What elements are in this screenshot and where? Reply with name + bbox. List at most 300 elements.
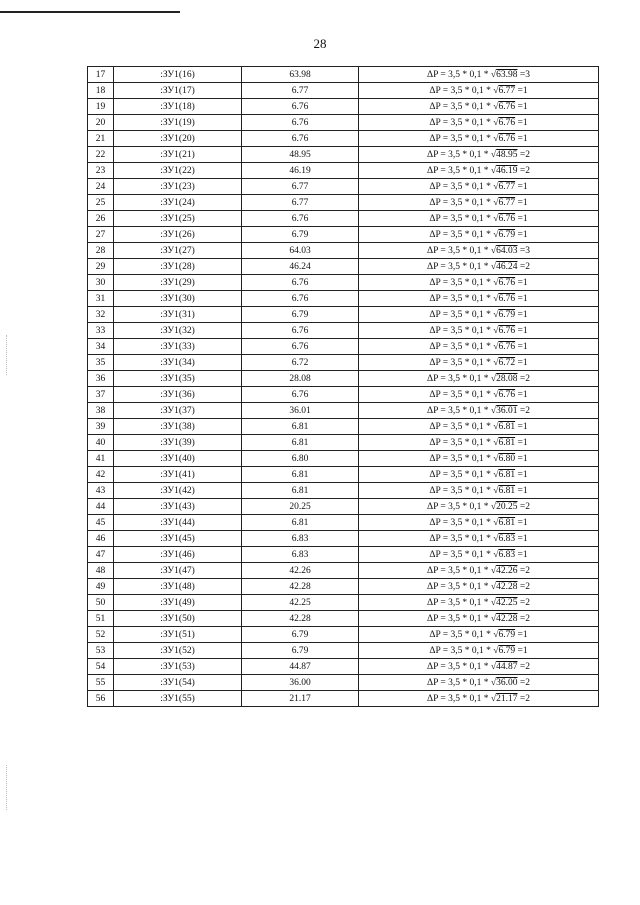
value-cell: 36.00	[242, 675, 359, 691]
node-name-cell: :ЗУ1(31)	[114, 307, 242, 323]
formula-equals: =	[517, 613, 526, 624]
node-name-cell: :ЗУ1(46)	[114, 547, 242, 563]
formula-value: 6.76	[498, 293, 516, 304]
table-row	[88, 307, 599, 323]
formula-cell	[359, 627, 599, 643]
table-row	[88, 627, 599, 643]
node-name-cell: :ЗУ1(30)	[114, 291, 242, 307]
formula-cell	[359, 579, 599, 595]
formula-value: 6.79	[498, 629, 516, 640]
table-row	[88, 499, 599, 515]
formula-result: 2	[525, 501, 530, 512]
row-number-cell: 30	[88, 275, 114, 291]
formula-prefix: ΔP = 3,5 * 0,1 * √	[429, 437, 499, 448]
formula-equals: =	[517, 405, 526, 416]
row-number-cell: 51	[88, 611, 114, 627]
formula-result: 1	[522, 293, 528, 304]
value-cell: 42.28	[242, 611, 359, 627]
formula-value: 6.77	[498, 85, 516, 96]
formula-equals: =	[515, 437, 523, 448]
row-number-cell: 26	[88, 211, 114, 227]
row-number-cell: 36	[88, 371, 114, 387]
formula-value: 6.76	[498, 133, 516, 144]
formula-prefix: ΔP = 3,5 * 0,1 * √	[429, 517, 499, 528]
table-row	[88, 163, 599, 179]
node-name-cell: :ЗУ1(18)	[114, 99, 242, 115]
formula-cell	[359, 595, 599, 611]
table-row	[88, 387, 599, 403]
formula-cell	[359, 387, 599, 403]
table-row	[88, 451, 599, 467]
formula-equals: =	[515, 341, 523, 352]
node-name-cell: :ЗУ1(21)	[114, 147, 242, 163]
formula-value: 6.76	[498, 325, 516, 336]
row-number-cell: 22	[88, 147, 114, 163]
value-cell: 42.28	[242, 579, 359, 595]
formula-prefix: ΔP = 3,5 * 0,1 * √	[427, 597, 497, 608]
formula-result: 1	[522, 469, 528, 480]
table-row	[88, 99, 599, 115]
row-number-cell: 25	[88, 195, 114, 211]
formula-value: 6.80	[498, 453, 516, 464]
formula-cell	[359, 499, 599, 515]
table-row	[88, 243, 599, 259]
node-name-cell: :ЗУ1(28)	[114, 259, 242, 275]
formula-prefix: ΔP = 3,5 * 0,1 * √	[427, 261, 497, 272]
formula-value: 42.25	[496, 597, 518, 608]
formula-value: 46.19	[496, 165, 518, 176]
formula-result: 1	[522, 453, 528, 464]
table-row	[88, 371, 599, 387]
node-name-cell: :ЗУ1(20)	[114, 131, 242, 147]
table-row	[88, 579, 599, 595]
value-cell: 6.83	[242, 547, 359, 563]
node-name-cell: :ЗУ1(27)	[114, 243, 242, 259]
value-cell: 42.26	[242, 563, 359, 579]
formula-prefix: ΔP = 3,5 * 0,1 * √	[429, 181, 499, 192]
row-number-cell: 50	[88, 595, 114, 611]
formula-value: 6.77	[498, 197, 516, 208]
formula-cell	[359, 147, 599, 163]
formula-prefix: ΔP = 3,5 * 0,1 * √	[429, 133, 499, 144]
formula-equals: =	[515, 357, 523, 368]
node-name-cell: :ЗУ1(42)	[114, 483, 242, 499]
formula-result: 1	[522, 389, 528, 400]
formula-cell	[359, 675, 599, 691]
formula-equals: =	[515, 517, 523, 528]
table-row	[88, 483, 599, 499]
table-row	[88, 291, 599, 307]
formula-prefix: ΔP = 3,5 * 0,1 * √	[429, 485, 499, 496]
formula-value: 6.83	[498, 533, 516, 544]
node-name-cell: :ЗУ1(45)	[114, 531, 242, 547]
table-row	[88, 83, 599, 99]
formula-cell	[359, 275, 599, 291]
formula-value: 6.77	[498, 181, 516, 192]
row-number-cell: 32	[88, 307, 114, 323]
formula-equals: =	[517, 69, 526, 80]
row-number-cell: 52	[88, 627, 114, 643]
row-number-cell: 37	[88, 387, 114, 403]
table-row	[88, 195, 599, 211]
formula-cell	[359, 195, 599, 211]
formula-prefix: ΔP = 3,5 * 0,1 * √	[429, 453, 499, 464]
formula-value: 28.08	[496, 373, 518, 384]
node-name-cell: :ЗУ1(22)	[114, 163, 242, 179]
formula-equals: =	[515, 549, 523, 560]
formula-cell	[359, 451, 599, 467]
formula-value: 48.95	[496, 149, 518, 160]
node-name-cell: :ЗУ1(17)	[114, 83, 242, 99]
node-name-cell: :ЗУ1(52)	[114, 643, 242, 659]
formula-cell	[359, 227, 599, 243]
formula-cell	[359, 435, 599, 451]
formula-equals: =	[517, 165, 526, 176]
node-name-cell: :ЗУ1(48)	[114, 579, 242, 595]
formula-value: 64.03	[496, 245, 518, 256]
formula-result: 1	[522, 421, 528, 432]
formula-prefix: ΔP = 3,5 * 0,1 * √	[427, 405, 497, 416]
row-number-cell: 46	[88, 531, 114, 547]
node-name-cell: :ЗУ1(25)	[114, 211, 242, 227]
row-number-cell: 29	[88, 259, 114, 275]
row-number-cell: 44	[88, 499, 114, 515]
formula-prefix: ΔP = 3,5 * 0,1 * √	[429, 645, 499, 656]
row-number-cell: 54	[88, 659, 114, 675]
formula-equals: =	[515, 197, 523, 208]
formula-equals: =	[515, 325, 523, 336]
table-row	[88, 259, 599, 275]
value-cell: 6.80	[242, 451, 359, 467]
value-cell: 6.76	[242, 291, 359, 307]
row-number-cell: 56	[88, 691, 114, 707]
formula-result: 2	[525, 261, 530, 272]
value-cell: 6.72	[242, 355, 359, 371]
formula-cell	[359, 611, 599, 627]
value-cell: 6.76	[242, 99, 359, 115]
formula-result: 1	[522, 325, 528, 336]
formula-result: 1	[522, 437, 528, 448]
formula-prefix: ΔP = 3,5 * 0,1 * √	[429, 213, 499, 224]
node-name-cell: :ЗУ1(26)	[114, 227, 242, 243]
value-cell: 6.76	[242, 387, 359, 403]
row-number-cell: 38	[88, 403, 114, 419]
formula-equals: =	[515, 213, 523, 224]
formula-value: 6.79	[498, 229, 516, 240]
formula-cell	[359, 483, 599, 499]
value-cell: 6.81	[242, 483, 359, 499]
table-row	[88, 211, 599, 227]
formula-result: 1	[522, 629, 528, 640]
node-name-cell: :ЗУ1(38)	[114, 419, 242, 435]
formula-value: 6.76	[498, 277, 516, 288]
formula-value: 6.76	[498, 341, 516, 352]
table-row	[88, 179, 599, 195]
value-cell: 46.24	[242, 259, 359, 275]
value-cell: 44.87	[242, 659, 359, 675]
formula-cell	[359, 403, 599, 419]
table-row	[88, 691, 599, 707]
formula-value: 42.26	[496, 565, 518, 576]
row-number-cell: 28	[88, 243, 114, 259]
table-row	[88, 547, 599, 563]
value-cell: 6.76	[242, 275, 359, 291]
table-row	[88, 227, 599, 243]
formula-result: 1	[522, 357, 528, 368]
top-rule	[0, 11, 180, 13]
table-row	[88, 563, 599, 579]
node-name-cell: :ЗУ1(53)	[114, 659, 242, 675]
table-row	[88, 67, 599, 83]
row-number-cell: 41	[88, 451, 114, 467]
node-name-cell: :ЗУ1(34)	[114, 355, 242, 371]
formula-equals: =	[515, 85, 523, 96]
formula-result: 1	[522, 533, 528, 544]
formula-equals: =	[517, 677, 526, 688]
formula-result: 2	[525, 405, 530, 416]
value-cell: 6.81	[242, 435, 359, 451]
formula-equals: =	[517, 261, 526, 272]
formula-result: 1	[522, 309, 528, 320]
value-cell: 6.79	[242, 643, 359, 659]
node-name-cell: :ЗУ1(19)	[114, 115, 242, 131]
node-name-cell: :ЗУ1(35)	[114, 371, 242, 387]
formula-prefix: ΔP = 3,5 * 0,1 * √	[429, 421, 499, 432]
row-number-cell: 40	[88, 435, 114, 451]
node-name-cell: :ЗУ1(43)	[114, 499, 242, 515]
node-name-cell: :ЗУ1(54)	[114, 675, 242, 691]
formula-equals: =	[515, 485, 523, 496]
formula-value: 6.81	[498, 517, 516, 528]
formula-cell	[359, 467, 599, 483]
formula-equals: =	[517, 565, 526, 576]
formula-cell	[359, 163, 599, 179]
value-cell: 6.79	[242, 627, 359, 643]
formula-equals: =	[515, 229, 523, 240]
formula-result: 1	[522, 133, 528, 144]
formula-value: 36.01	[496, 405, 518, 416]
formula-prefix: ΔP = 3,5 * 0,1 * √	[427, 245, 497, 256]
formula-cell	[359, 659, 599, 675]
row-number-cell: 23	[88, 163, 114, 179]
value-cell: 36.01	[242, 403, 359, 419]
row-number-cell: 20	[88, 115, 114, 131]
formula-equals: =	[515, 117, 523, 128]
formula-equals: =	[517, 373, 526, 384]
table-body	[88, 67, 599, 707]
formula-equals: =	[517, 501, 526, 512]
row-number-cell: 45	[88, 515, 114, 531]
formula-value: 6.81	[498, 437, 516, 448]
formula-result: 1	[522, 101, 528, 112]
formula-prefix: ΔP = 3,5 * 0,1 * √	[429, 341, 499, 352]
value-cell: 6.76	[242, 323, 359, 339]
node-name-cell: :ЗУ1(36)	[114, 387, 242, 403]
formula-cell	[359, 419, 599, 435]
formula-equals: =	[515, 309, 523, 320]
formula-cell	[359, 99, 599, 115]
formula-value: 6.79	[498, 309, 516, 320]
value-cell: 6.79	[242, 227, 359, 243]
table-row	[88, 435, 599, 451]
formula-result: 1	[522, 485, 528, 496]
node-name-cell: :ЗУ1(37)	[114, 403, 242, 419]
table-row	[88, 355, 599, 371]
formula-equals: =	[515, 421, 523, 432]
formula-prefix: ΔP = 3,5 * 0,1 * √	[429, 229, 499, 240]
node-name-cell: :ЗУ1(51)	[114, 627, 242, 643]
value-cell: 6.77	[242, 195, 359, 211]
formula-equals: =	[515, 133, 523, 144]
value-cell: 6.76	[242, 339, 359, 355]
row-number-cell: 55	[88, 675, 114, 691]
formula-cell	[359, 307, 599, 323]
formula-prefix: ΔP = 3,5 * 0,1 * √	[427, 613, 497, 624]
row-number-cell: 34	[88, 339, 114, 355]
node-name-cell: :ЗУ1(29)	[114, 275, 242, 291]
table-row	[88, 595, 599, 611]
margin-mark	[6, 335, 15, 375]
value-cell: 28.08	[242, 371, 359, 387]
formula-result: 1	[522, 341, 528, 352]
row-number-cell: 18	[88, 83, 114, 99]
formula-prefix: ΔP = 3,5 * 0,1 * √	[429, 101, 499, 112]
formula-equals: =	[517, 581, 526, 592]
table-row	[88, 147, 599, 163]
table-row	[88, 419, 599, 435]
formula-result: 3	[525, 245, 530, 256]
formula-prefix: ΔP = 3,5 * 0,1 * √	[427, 69, 497, 80]
formula-cell	[359, 115, 599, 131]
formula-result: 1	[522, 517, 528, 528]
page-number: 28	[313, 36, 327, 51]
formula-prefix: ΔP = 3,5 * 0,1 * √	[429, 277, 499, 288]
row-number-cell: 33	[88, 323, 114, 339]
formula-equals: =	[515, 533, 523, 544]
formula-cell	[359, 531, 599, 547]
formula-prefix: ΔP = 3,5 * 0,1 * √	[429, 117, 499, 128]
value-cell: 6.77	[242, 179, 359, 195]
formula-prefix: ΔP = 3,5 * 0,1 * √	[429, 309, 499, 320]
formula-result: 2	[525, 581, 530, 592]
formula-result: 1	[522, 181, 528, 192]
row-number-cell: 24	[88, 179, 114, 195]
value-cell: 6.81	[242, 467, 359, 483]
row-number-cell: 35	[88, 355, 114, 371]
formula-value: 6.76	[498, 213, 516, 224]
formula-equals: =	[515, 181, 523, 192]
value-cell: 6.83	[242, 531, 359, 547]
formula-cell	[359, 291, 599, 307]
row-number-cell: 48	[88, 563, 114, 579]
formula-prefix: ΔP = 3,5 * 0,1 * √	[429, 389, 499, 400]
value-cell: 20.25	[242, 499, 359, 515]
formula-equals: =	[515, 101, 523, 112]
formula-prefix: ΔP = 3,5 * 0,1 * √	[429, 197, 499, 208]
formula-value: 6.76	[498, 117, 516, 128]
formula-prefix: ΔP = 3,5 * 0,1 * √	[427, 373, 497, 384]
node-name-cell: :ЗУ1(39)	[114, 435, 242, 451]
row-number-cell: 42	[88, 467, 114, 483]
table-row	[88, 403, 599, 419]
node-name-cell: :ЗУ1(44)	[114, 515, 242, 531]
formula-value: 21.17	[496, 693, 518, 704]
formula-result: 2	[525, 693, 530, 704]
formula-value: 42.28	[496, 613, 518, 624]
value-cell: 42.25	[242, 595, 359, 611]
formula-equals: =	[515, 629, 523, 640]
formula-equals: =	[515, 277, 523, 288]
formula-cell	[359, 131, 599, 147]
formula-value: 63.98	[496, 69, 518, 80]
row-number-cell: 43	[88, 483, 114, 499]
formula-cell	[359, 67, 599, 83]
row-number-cell: 17	[88, 67, 114, 83]
row-number-cell: 53	[88, 643, 114, 659]
formula-equals: =	[515, 389, 523, 400]
formula-result: 2	[525, 661, 530, 672]
formula-result: 2	[525, 149, 530, 160]
formula-prefix: ΔP = 3,5 * 0,1 * √	[429, 533, 499, 544]
formula-value: 6.76	[498, 101, 516, 112]
table-row	[88, 115, 599, 131]
node-name-cell: :ЗУ1(50)	[114, 611, 242, 627]
table-row	[88, 659, 599, 675]
row-number-cell: 21	[88, 131, 114, 147]
formula-cell	[359, 643, 599, 659]
table-row	[88, 131, 599, 147]
formula-equals: =	[517, 149, 526, 160]
formula-prefix: ΔP = 3,5 * 0,1 * √	[427, 565, 497, 576]
formula-equals: =	[515, 645, 523, 656]
table-row	[88, 531, 599, 547]
formula-cell	[359, 563, 599, 579]
formula-equals: =	[517, 245, 526, 256]
node-name-cell: :ЗУ1(40)	[114, 451, 242, 467]
formula-value: 6.83	[498, 549, 516, 560]
row-number-cell: 19	[88, 99, 114, 115]
formula-result: 1	[522, 549, 528, 560]
row-number-cell: 27	[88, 227, 114, 243]
formula-prefix: ΔP = 3,5 * 0,1 * √	[427, 677, 497, 688]
node-name-cell: :ЗУ1(32)	[114, 323, 242, 339]
formula-equals: =	[515, 453, 523, 464]
formula-prefix: ΔP = 3,5 * 0,1 * √	[427, 165, 497, 176]
value-cell: 21.17	[242, 691, 359, 707]
formula-prefix: ΔP = 3,5 * 0,1 * √	[427, 501, 497, 512]
formula-value: 36.00	[496, 677, 518, 688]
row-number-cell: 31	[88, 291, 114, 307]
formula-prefix: ΔP = 3,5 * 0,1 * √	[429, 85, 499, 96]
formula-equals: =	[517, 693, 526, 704]
formula-cell	[359, 547, 599, 563]
formula-prefix: ΔP = 3,5 * 0,1 * √	[429, 549, 499, 560]
formula-value: 6.76	[498, 389, 516, 400]
formula-result: 1	[522, 197, 528, 208]
formula-cell	[359, 259, 599, 275]
formula-cell	[359, 83, 599, 99]
formula-cell	[359, 323, 599, 339]
formula-equals: =	[517, 597, 526, 608]
node-name-cell: :ЗУ1(47)	[114, 563, 242, 579]
row-number-cell: 39	[88, 419, 114, 435]
table-row	[88, 515, 599, 531]
value-cell: 6.76	[242, 211, 359, 227]
value-cell: 6.77	[242, 83, 359, 99]
formula-result: 2	[525, 677, 530, 688]
formula-result: 2	[525, 165, 530, 176]
table-row	[88, 675, 599, 691]
